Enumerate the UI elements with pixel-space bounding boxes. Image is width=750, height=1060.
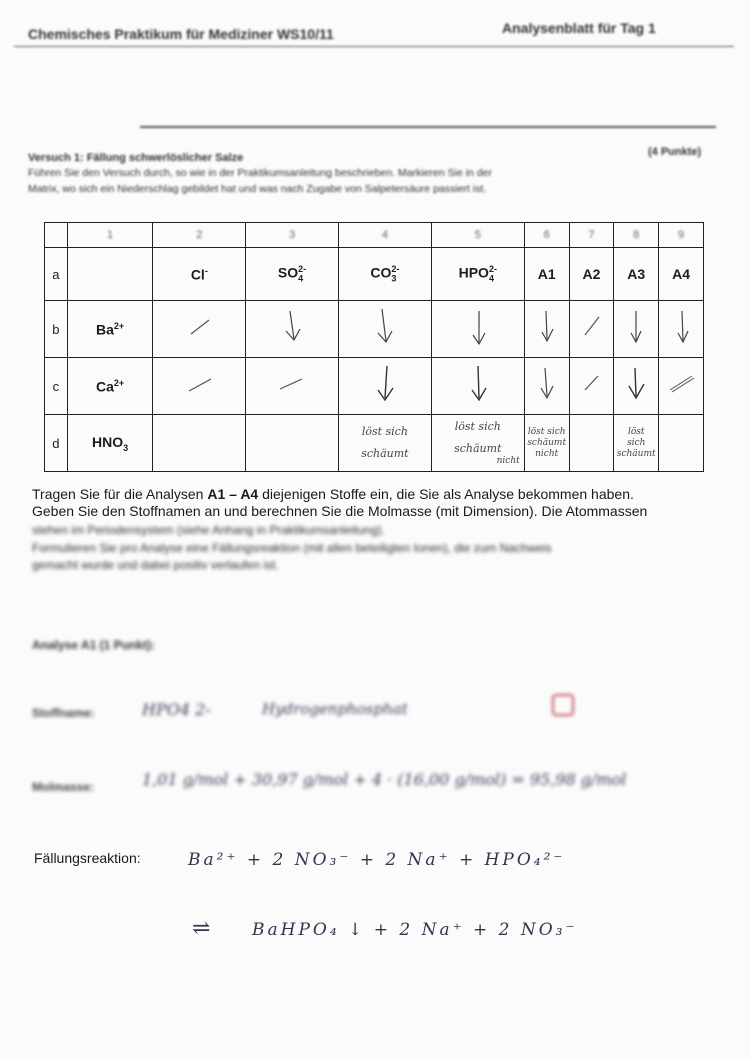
versuch-points: (4 Punkte) (648, 146, 702, 158)
calcium-row (45, 358, 704, 415)
precipitation-matrix (44, 222, 704, 472)
col-number: 3 (246, 223, 339, 248)
stoffname-label: Stoffname: (32, 706, 95, 720)
col-number: 9 (659, 223, 704, 248)
faellung-label: Fällungsreaktion: (34, 850, 141, 866)
versuch-title: Versuch 1: Fällung schwerlöslicher Salze (28, 152, 244, 164)
acid-hno3: $HNO_3$ (67, 415, 153, 472)
col-number: 5 (431, 223, 524, 248)
hno3-note-a1: löst sich schäumt nicht (524, 415, 569, 472)
hno3-note-hydrogenphosphate: löst sich schäumt nicht (431, 415, 524, 472)
stoffname-formula: HPO4 2- (142, 700, 211, 719)
molmasse-value: 1,01 g/mol + 30,97 g/mol + 4 · (16,00 g/mol) = 95,98 g/mol (142, 770, 627, 789)
section-rule (140, 126, 716, 128)
anion-row (45, 248, 704, 301)
anion-carbonate: $CO_3^{2-}$ (338, 248, 431, 301)
column-number-row (45, 223, 704, 248)
row-label: a (45, 248, 68, 301)
versuch-text-1: Führen Sie den Versuch durch, so wie in der Praktikumsanleitung beschrieben. Markieren Sie in der (28, 167, 492, 179)
analysis-a4: A4 (659, 248, 704, 301)
row-label: b (45, 301, 68, 358)
mark-no-precipitate (153, 358, 246, 415)
reaction-line-1: Ba²⁺ + 2 NO₃⁻ + 2 Na⁺ + HPO₄²⁻ (188, 850, 566, 870)
analyse-title: Analyse A1 (1 Punkt): (32, 638, 155, 652)
mark-no-precipitate (246, 358, 339, 415)
mark-precipitate-arrow (338, 358, 431, 415)
col-number: 1 (67, 223, 153, 248)
mark-precipitate-arrow (524, 358, 569, 415)
col-number: 8 (614, 223, 659, 248)
mark-precipitate-arrow (246, 301, 339, 358)
mark-precipitate-arrow (431, 358, 524, 415)
mark-no-precipitate (153, 301, 246, 358)
versuch-text-2: Matrix, wo sich ein Niederschlag gebildet hat und was nach Zugabe von Salpetersäure passiert ist. (28, 183, 487, 195)
instructions-line-3: stehen im Periodensystem (siehe Anhang in Praktikumsanleitung). (32, 523, 385, 537)
instructions-line-2: Geben Sie den Stoffnamen an und berechnen Sie die Molmasse (mit Dimension). Die Atommassen (32, 503, 648, 519)
header-rule (14, 46, 734, 47)
mark-no-precipitate (569, 358, 614, 415)
hno3-row (45, 415, 704, 472)
hno3-note-carbonate: löst sich schäumt (338, 415, 431, 472)
analysis-a2: A2 (569, 248, 614, 301)
anion-sulfate: $SO_4^{2-}$ (246, 248, 339, 301)
barium-row (45, 301, 704, 358)
mark-precipitate-arrow (614, 358, 659, 415)
anion-hydrogenphosphate: $HPO_4^{2-}$ (431, 248, 524, 301)
col-number: 4 (338, 223, 431, 248)
analysis-a3: A3 (614, 248, 659, 301)
row-label: d (45, 415, 68, 472)
header-right: Analysenblatt für Tag 1 (502, 20, 656, 36)
col-number: 7 (569, 223, 614, 248)
instructions-line-5: gemacht wurde und dabei positiv verlaufen ist. (32, 558, 279, 572)
instructions-line-4: Formulieren Sie pro Analyse eine Fällungsreaktion (mit allen beteiligten Ionen), die zum Nachweis (32, 541, 552, 555)
cation-barium: $Ba^{2+}$ (67, 301, 153, 358)
molmasse-label: Molmasse: (32, 780, 95, 794)
mark-precipitate-arrow (524, 301, 569, 358)
anion-chloride: Cl- (153, 248, 246, 301)
equilibrium-arrow-icon: ⇌ (192, 916, 211, 941)
mark-scribble (659, 358, 704, 415)
mark-precipitate-arrow (338, 301, 431, 358)
analysis-a1: A1 (524, 248, 569, 301)
instructions-line-1: Tragen Sie für die Analysen A1 – A4 diejenigen Stoffe ein, die Sie als Analyse bekommen haben. (32, 486, 634, 502)
mark-precipitate-arrow (614, 301, 659, 358)
row-label: c (45, 358, 68, 415)
col-number: 2 (153, 223, 246, 248)
red-stamp-mark (552, 694, 574, 716)
col-number: 6 (524, 223, 569, 248)
stoffname-value: Hydrogenphosphat (262, 700, 408, 718)
hno3-note-a3: löst sich schäumt (614, 415, 659, 472)
mark-precipitate-arrow (659, 301, 704, 358)
cation-calcium: $Ca^{2+}$ (67, 358, 153, 415)
header-left: Chemisches Praktikum für Mediziner WS10/11 (28, 26, 334, 42)
mark-precipitate-arrow (431, 301, 524, 358)
reaction-line-2: BaHPO₄ ↓ + 2 Na⁺ + 2 NO₃⁻ (252, 920, 578, 940)
mark-no-precipitate (569, 301, 614, 358)
